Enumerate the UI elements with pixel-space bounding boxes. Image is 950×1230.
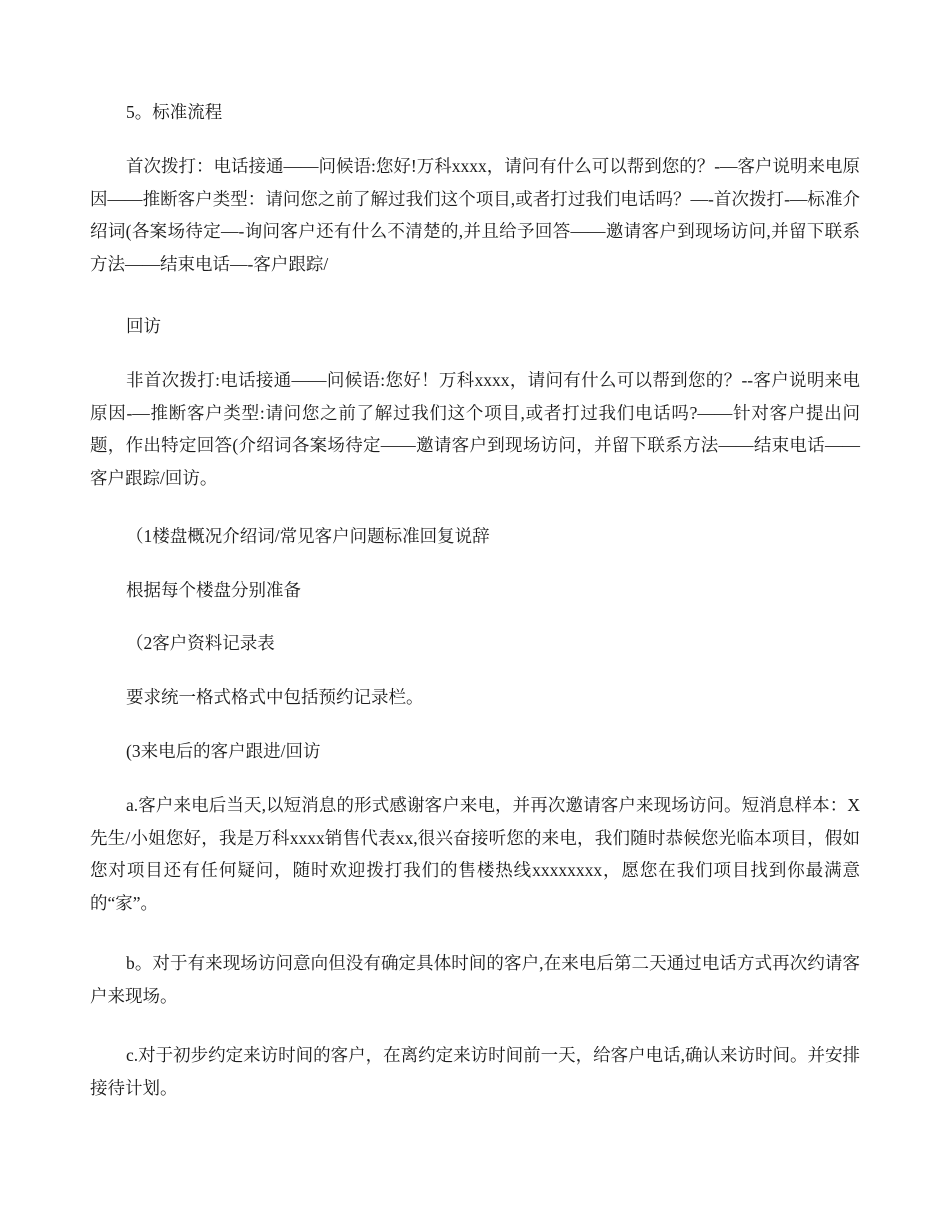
paragraph-first-call: 首次拨打：电话接通——问候语:您好!万科xxxx，请问有什么可以帮到您的？-—客户说明来电原因——推断客户类型：请问您之前了解过我们这个项目,或者打过我们电话吗？—-首次拨打-—标准介绍词(各案场待定—-询问客户还有什么不清楚的,并且给予回答——邀请客户到现场访问,并留下联系方法——结束电话—-客户跟踪/ — [90, 156, 861, 274]
paragraph-repeat-call: 非首次拨打:电话接通——问候语:您好！万科xxxx，请问有什么可以帮到您的？--客户说明来电原因-—推断客户类型:请问您之前了解过我们这个项目,或者打过我们电话吗?——针对客户提出问题，作出特定回答(介绍词各案场待定——邀请客户到现场访问，并留下联系方法——结束电话——客户跟踪/回访。 — [90, 370, 860, 488]
paragraph-callback: 回访 — [126, 316, 161, 336]
item-1-heading: （1楼盘概况介绍词/常见客户问题标准回复说辞 — [126, 526, 490, 546]
item-2-heading: （2客户资料记录表 — [126, 633, 275, 653]
item-3-heading: (3来电后的客户跟进/回访 — [126, 741, 321, 761]
paragraph-b: b。对于有来现场访问意向但没有确定具体时间的客户,在来电后第二天通过电话方式再次约请客户来现场。 — [90, 953, 860, 1006]
paragraph-a: a.客户来电后当天,以短消息的形式感谢客户来电，并再次邀请客户来现场访问。短消息样本：X先生/小姐您好，我是万科xxxx销售代表xx,很兴奋接听您的来电，我们随时恭候您光临本项目，假如您对项目还有任何疑问，随时欢迎拨打我们的售楼热线xxxxxxxx，愿您在我们项目找到你最满意的“家”。 — [90, 795, 860, 913]
item-1-body: 根据每个楼盘分别准备 — [126, 580, 301, 600]
paragraph-c: c.对于初步约定来访时间的客户，在离约定来访时间前一天，给客户电话,确认来访时间。并安排接待计划。 — [90, 1045, 861, 1098]
section-heading: 5。标准流程 — [126, 102, 223, 122]
item-2-body: 要求统一格式格式中包括预约记录栏。 — [126, 687, 424, 707]
